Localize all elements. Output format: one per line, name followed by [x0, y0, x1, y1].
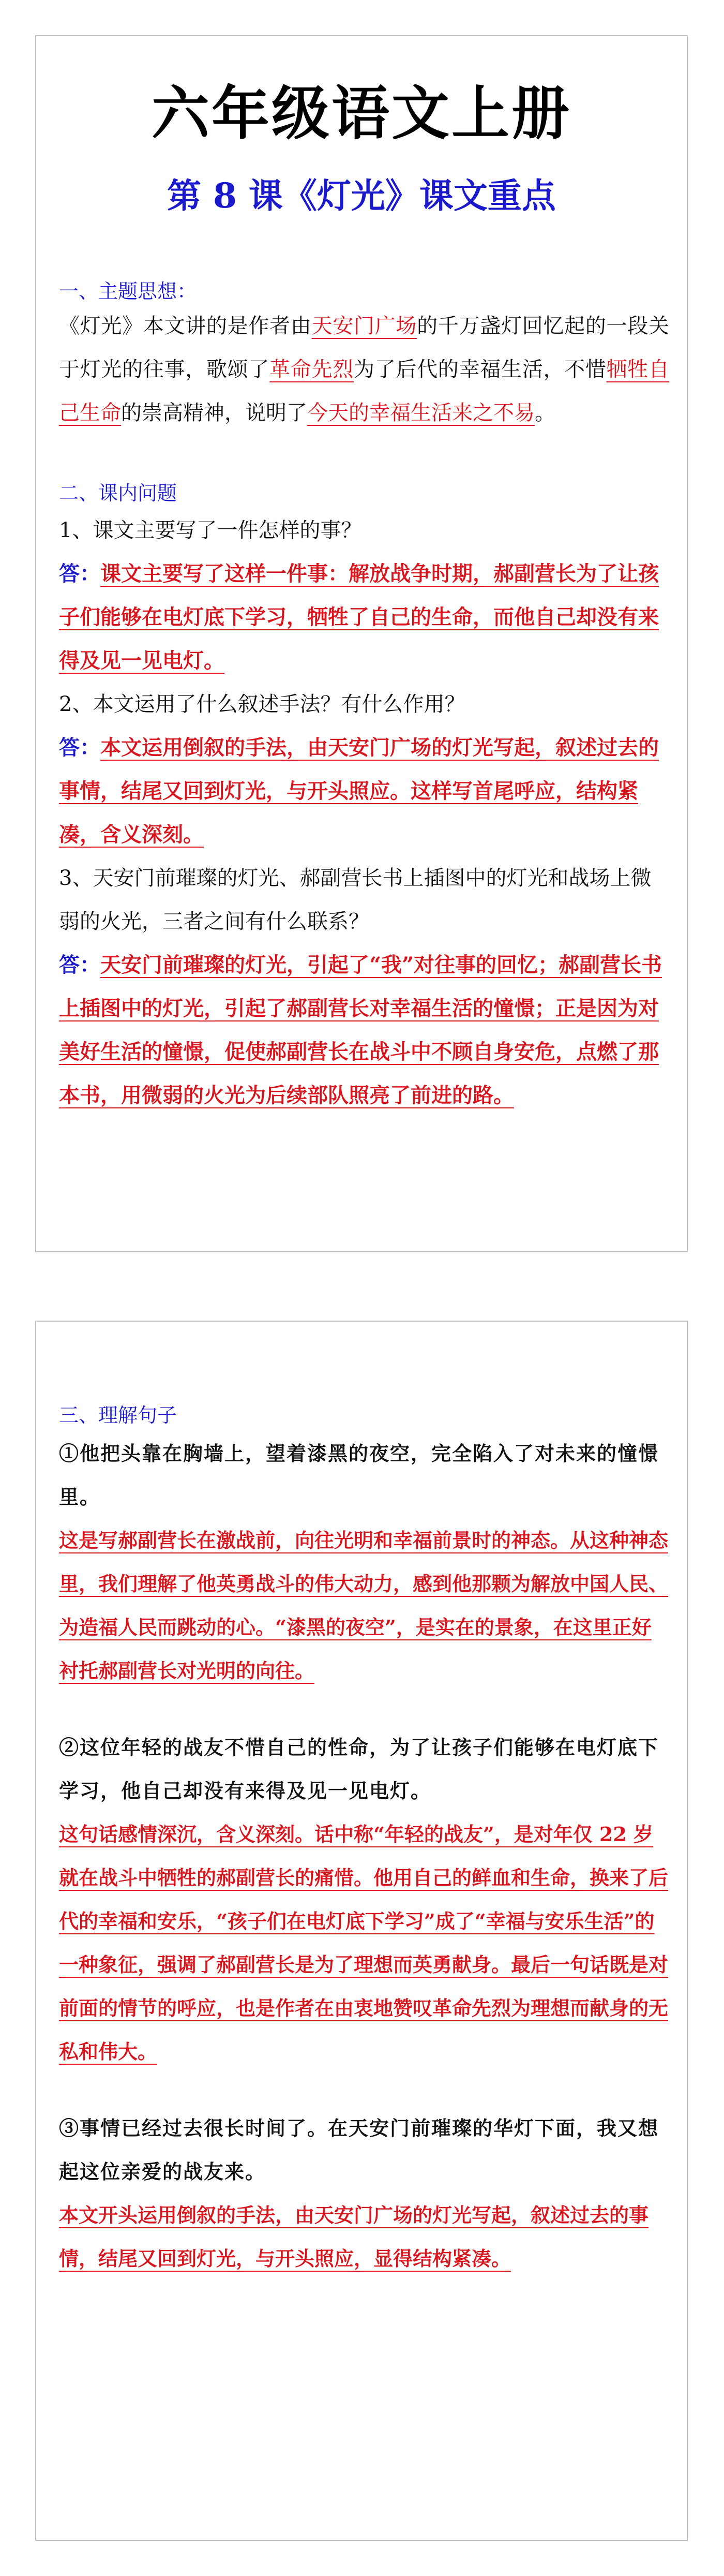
section-heading-theme: 一、主题思想：	[59, 280, 197, 303]
highlight-sacrifice: 牺牲自己生命	[59, 358, 670, 425]
section-theme	[59, 275, 669, 304]
page-subtitle: 第 8 课《灯光》课文重点	[167, 175, 556, 216]
theme-text: 《灯光》本文讲的是作者由天安门广场的千万盏灯回忆起的一段关于灯光的往事，歌颂了革命先烈为了后代的幸福生活，不惜牺牲自己生命的崇高精神，说明了今天的幸福生活来之不易。	[59, 314, 670, 425]
page-title: 六年级语文上册	[152, 80, 571, 147]
section-questions	[59, 477, 669, 1117]
explanation-2: 这句话感情深沉，含义深刻。话中称“年轻的战友”，是对年仅 22 岁就在战斗中牺牲的郝副营长的痛惜。他用自己的鲜血和生命，换来了后代的幸福和安乐，“孩子们在电灯底下学习”成了“幸福与安乐生活”的一种象征，强调了郝副营长是为了理想而英勇献身。最后一句话既是对前面的情节的呼应，也是作者在由衷地赞叹革命先烈为理想而献身的无私和伟大。	[59, 1823, 669, 2063]
answer-2: 答：本文运用倒叙的手法，由天安门广场的灯光写起，叙述过去的事情，结尾又回到灯光，与开头照应。这样写首尾呼应，结构紧凑，含义深刻。	[59, 735, 659, 847]
answer-label: 答：	[59, 953, 100, 977]
document-page-2	[35, 1321, 688, 2541]
highlight-tiananmen: 天安门广场	[311, 314, 417, 338]
highlight-happiness: 今天的幸福生活来之不易	[307, 401, 535, 425]
question-1: 1、课文主要写了一件怎样的事？	[59, 519, 362, 542]
answer-3: 答：天安门前璀璨的灯光，引起了“我”对往事的回忆；郝副营长书上插图中的灯光，引起了郝副营长对幸福生活的憧憬；正是因为对美好生活的憧憬，促使郝副营长在战斗中不顾自身安危，点燃了那本书，用微弱的火光为后续部队照亮了前进的路。	[59, 953, 662, 1107]
sentence-1: ①他把头靠在胸墙上，望着漆黑的夜空，完全陷入了对未来的憧憬里。	[59, 1442, 659, 1508]
sentence-3: ③事情已经过去很长时间了。在天安门前璀璨的华灯下面，我又想起这位亲爱的战友来。	[59, 2116, 659, 2183]
document-page-1	[35, 35, 688, 1252]
highlight-martyrs: 革命先烈	[269, 358, 354, 381]
answer-label: 答：	[59, 735, 100, 760]
explanation-1: 这是写郝副营长在激战前，向往光明和幸福前景时的神态。从这种神态里，我们理解了他英勇战斗的伟大动力，感到他那颗为解放中国人民、为造福人民而跳动的心。“漆黑的夜空”，是实在的景象，在这里正好衬托郝副营长对光明的向往。	[59, 1529, 669, 1682]
sentence-2: ②这位年轻的战友不惜自己的性命，为了让孩子们能够在电灯底下学习，他自己却没有来得及见一见电灯。	[59, 1736, 659, 1802]
section-sentences	[59, 1399, 669, 2281]
question-3: 3、天安门前璀璨的灯光、郝副营长书上插图中的灯光和战场上微弱的火光，三者之间有什么联系？	[59, 866, 652, 934]
explanation-3: 本文开头运用倒叙的手法，由天安门广场的灯光写起，叙述过去的事情，结尾又回到灯光，与开头照应，显得结构紧凑。	[59, 2203, 649, 2270]
question-2: 2、本文运用了什么叙述手法？有什么作用？	[59, 692, 465, 716]
section-heading-sentences: 三、理解句子	[59, 1404, 177, 1427]
answer-1: 答：课文主要写了这样一件事：解放战争时期，郝副营长为了让孩子们能够在电灯底下学习，牺牲了自己的生命，而他自己却没有来得及见一见电灯。	[59, 561, 659, 673]
theme-paragraph	[59, 304, 669, 435]
section-heading-questions: 二、课内问题	[59, 482, 177, 505]
answer-label: 答：	[59, 561, 100, 586]
